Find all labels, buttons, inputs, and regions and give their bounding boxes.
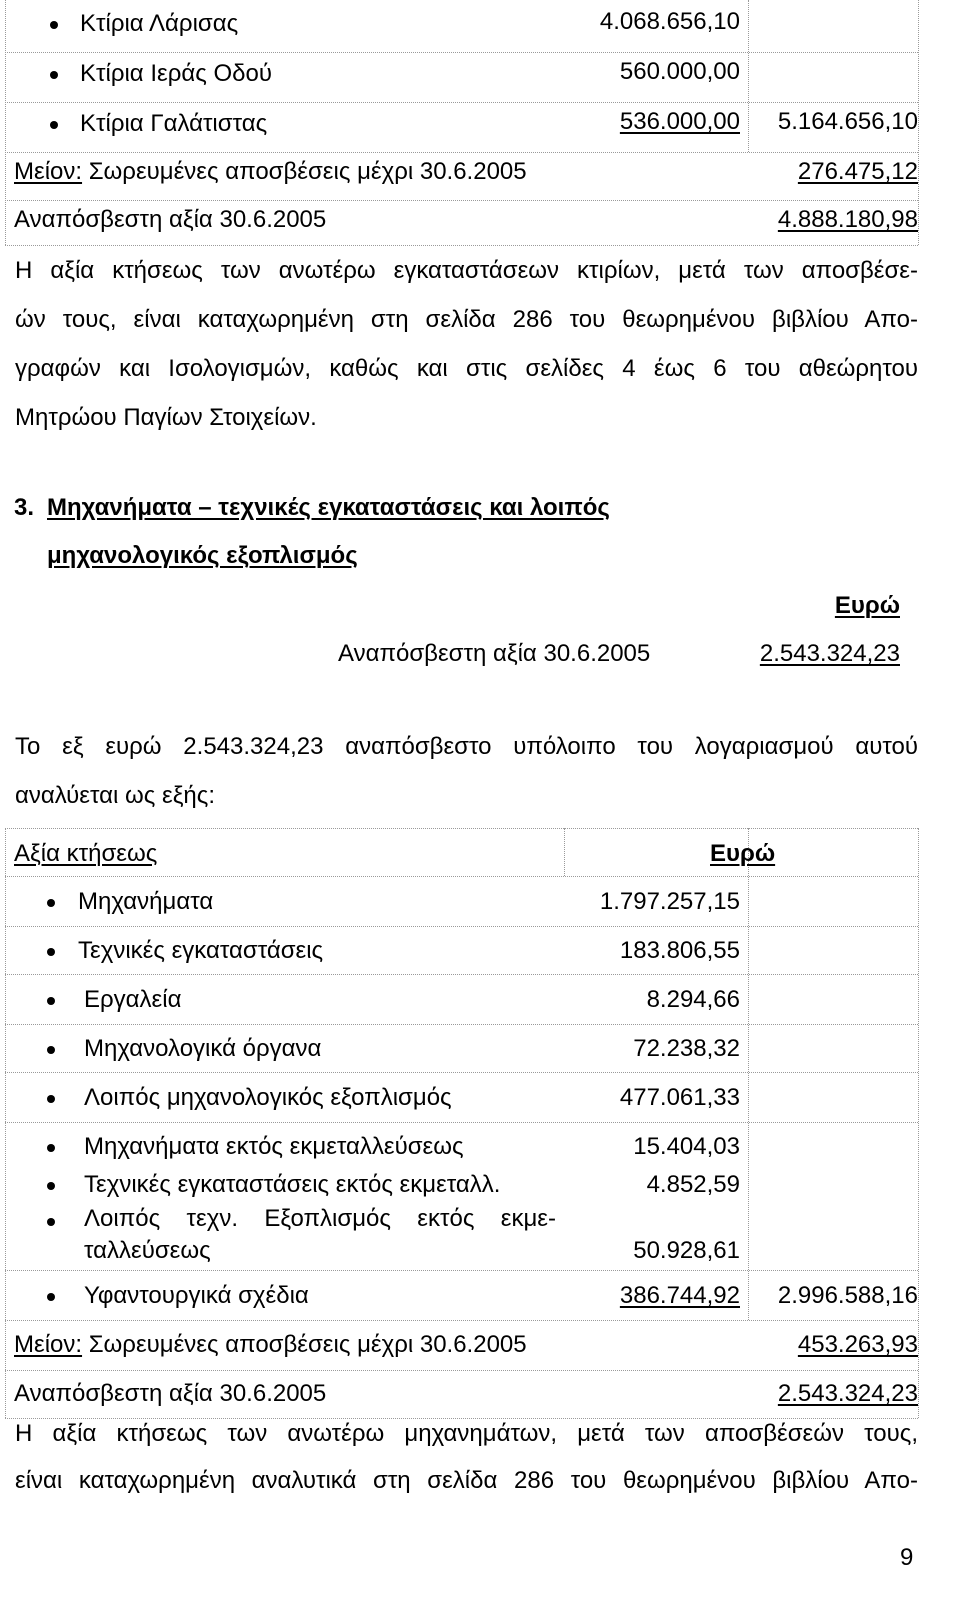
buildings-note-paragraph xyxy=(15,246,918,442)
grid-line xyxy=(5,876,918,877)
less-text: Σωρευμένες αποσβέσεις μέχρι 30.6.2005 xyxy=(82,1331,527,1358)
item-label: Μηχανήματα εκτός εκμεταλλεύσεως xyxy=(84,1133,464,1160)
section-title-continued: μηχανολογικός εξοπλισμός xyxy=(47,542,358,569)
paragraph-line: Η αξία κτήσεως των ανωτέρω μηχανημάτων, μετά των αποσβέσεών τους, xyxy=(15,1420,918,1447)
bullet-icon xyxy=(47,1095,55,1103)
group-total: 2.996.588,16 xyxy=(777,1282,918,1309)
bullet-icon xyxy=(47,1182,55,1190)
item-amount: 4.068.656,10 xyxy=(599,8,740,35)
item-label-continued: ταλλεύσεως xyxy=(84,1237,211,1264)
item-label: Εργαλεία xyxy=(84,986,182,1013)
group-total: 5.164.656,10 xyxy=(777,108,918,135)
item-amount: 477.061,33 xyxy=(619,1084,740,1111)
paragraph-line: είναι καταχωρημένη αναλυτικά στη σελίδα 286 του θεωρημένου βιβλίου Απο- xyxy=(15,1467,918,1494)
grid-line xyxy=(5,1122,918,1123)
item-amount: 536.000,00 xyxy=(619,108,740,135)
item-label: Μηχανολογικά όργανα xyxy=(84,1035,322,1062)
item-label: Κτίρια Λάρισας xyxy=(80,10,239,37)
less-amount: 453.263,93 xyxy=(797,1331,918,1358)
item-amount: 72.238,32 xyxy=(633,1035,740,1062)
machinery-note-paragraph xyxy=(15,1410,918,1504)
item-amount: 4.852,59 xyxy=(646,1171,740,1198)
net-value-amount: 2.543.324,23 xyxy=(759,640,900,667)
item-amount: 15.404,03 xyxy=(633,1133,740,1160)
grid-line xyxy=(5,152,918,153)
paragraph-line: ών τους, είναι καταχωρημένη στη σελίδα 286 του θεωρημένου βιβλίου Απο- xyxy=(15,306,918,333)
currency-header: Ευρώ xyxy=(834,592,900,619)
bullet-icon xyxy=(50,71,58,79)
grid-line xyxy=(748,0,749,152)
grid-line xyxy=(748,828,749,1320)
grid-line xyxy=(5,0,6,245)
acquisition-value-header: Αξία κτήσεως xyxy=(14,840,158,867)
item-amount: 1.797.257,15 xyxy=(599,888,740,915)
bullet-icon xyxy=(47,948,55,956)
page-number: 9 xyxy=(900,1544,914,1571)
item-amount: 386.744,92 xyxy=(619,1282,740,1309)
less-row-label xyxy=(14,1331,527,1359)
grid-line xyxy=(5,926,918,927)
bullet-icon xyxy=(47,1218,55,1226)
grid-line xyxy=(918,828,919,1418)
grid-line xyxy=(5,1370,918,1371)
item-label: Κτίρια Γαλάτιστας xyxy=(80,110,268,137)
paragraph-line: αναλύεται ως εξής: xyxy=(15,782,216,809)
item-label: Τεχνικές εγκαταστάσεις εκτός εκμεταλλ. xyxy=(84,1171,501,1198)
grid-line xyxy=(5,1072,918,1073)
grid-line xyxy=(5,1024,918,1025)
item-label: Υφαντουργικά σχέδια xyxy=(84,1282,309,1309)
analysis-intro-paragraph xyxy=(15,722,918,820)
paragraph-line: γραφών και Ισολογισμών, καθώς και στις σελίδες 4 έως 6 του αθεώρητου xyxy=(15,355,918,382)
grid-line xyxy=(5,102,918,103)
item-label: Λοιπός μηχανολογικός εξοπλισμός xyxy=(84,1084,452,1111)
bullet-icon xyxy=(47,1046,55,1054)
less-row-label xyxy=(14,158,527,186)
bullet-icon xyxy=(47,899,55,907)
currency-header: Ευρώ xyxy=(710,840,776,867)
less-label: Μείον: xyxy=(14,1331,83,1358)
net-value-label: Αναπόσβεστη αξία 30.6.2005 xyxy=(14,1380,327,1407)
item-label: Μηχανήματα xyxy=(78,888,214,915)
net-value-amount: 4.888.180,98 xyxy=(777,206,918,233)
item-amount: 8.294,66 xyxy=(646,986,740,1013)
grid-line xyxy=(5,974,918,975)
paragraph-line: Η αξία κτήσεως των ανωτέρω εγκαταστάσεων κτιρίων, μετά των αποσβέσε- xyxy=(15,257,918,284)
grid-line xyxy=(564,828,565,876)
less-label: Μείον: xyxy=(14,158,83,185)
bullet-icon xyxy=(47,1293,55,1301)
bullet-icon xyxy=(50,21,58,29)
item-amount: 50.928,61 xyxy=(633,1237,740,1264)
net-value-label: Αναπόσβεστη αξία 30.6.2005 xyxy=(14,206,327,233)
section-title: Μηχανήματα – τεχνικές εγκαταστάσεις και λοιπός xyxy=(47,494,610,521)
less-text: Σωρευμένες αποσβέσεις μέχρι 30.6.2005 xyxy=(82,158,527,185)
grid-line xyxy=(5,200,918,201)
paragraph-line: Το εξ ευρώ 2.543.324,23 αναπόσβεστο υπόλοιπο του λογαριασμού αυτού xyxy=(15,733,918,760)
item-label: Τεχνικές εγκαταστάσεις xyxy=(78,937,324,964)
net-value-label: Αναπόσβεστη αξία 30.6.2005 xyxy=(338,640,651,667)
item-label: Λοιπός τεχν. Εξοπλισμός εκτός εκμε- xyxy=(84,1205,556,1232)
net-value-amount: 2.543.324,23 xyxy=(777,1380,918,1407)
item-amount: 560.000,00 xyxy=(619,58,740,85)
paragraph-line: Μητρώου Παγίων Στοιχείων. xyxy=(15,404,317,431)
grid-line xyxy=(5,1320,918,1321)
grid-line xyxy=(5,52,918,53)
less-amount: 276.475,12 xyxy=(797,158,918,185)
bullet-icon xyxy=(50,121,58,129)
section-number: 3. xyxy=(14,494,35,521)
grid-line xyxy=(5,828,918,829)
grid-line xyxy=(918,0,919,245)
item-amount: 183.806,55 xyxy=(619,937,740,964)
grid-line xyxy=(5,1270,918,1271)
grid-line xyxy=(5,828,6,1418)
bullet-icon xyxy=(47,1144,55,1152)
bullet-icon xyxy=(47,997,55,1005)
item-label: Κτίρια Ιεράς Οδού xyxy=(80,60,272,87)
